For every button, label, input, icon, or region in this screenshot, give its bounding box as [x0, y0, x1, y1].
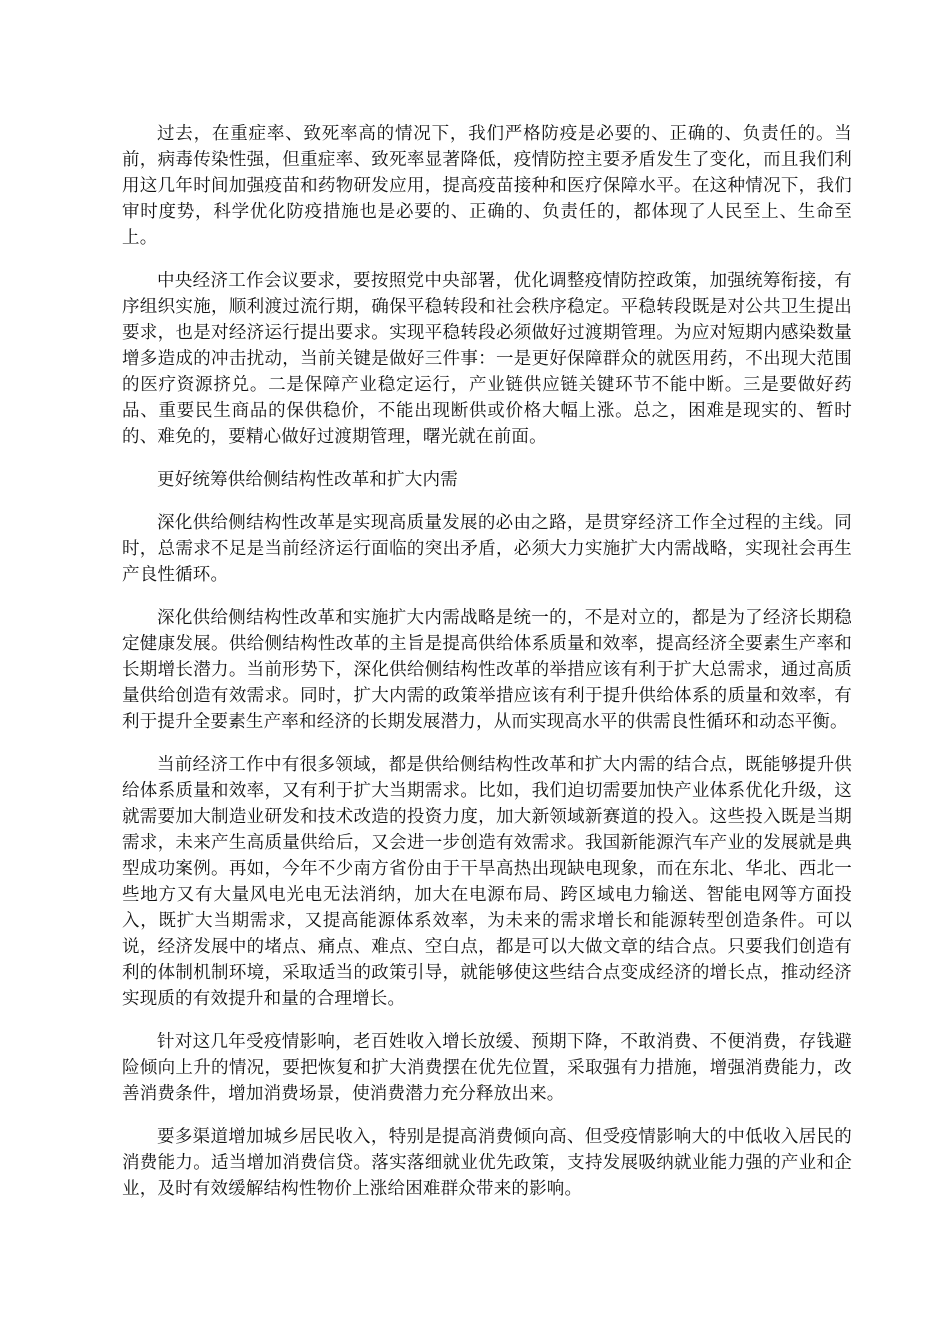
paragraph-covid-policy-past: 过去，在重症率、致死率高的情况下，我们严格防疫是必要的、正确的、负责任的。当前，病毒传染性强，但重症率、致死率显著降低，疫情防控主要矛盾发生了变化，而且我们利用这几年时间加强疫苗和药物研发应用，提高疫苗接种和医疗保障水平。在这种情况下，我们审时度势，科学优化防疫措施也是必要的、正确的、负责任的，都体现了人民至上、生命至上。: [122, 124, 852, 248]
section-heading: 更好统筹供给侧结构性改革和扩大内需: [157, 470, 458, 490]
document-body: [122, 121, 852, 1219]
paragraph-transition-management: 中央经济工作会议要求，要按照党中央部署，优化调整疫情防控政策，加强统筹衔接，有序组织实施，顺利渡过流行期，确保平稳转段和社会秩序稳定。平稳转段既是对公共卫生提出要求，也是对经济运行提出要求。实现平稳转段必须做好过渡期管理。为应对短期内感染数量增多造成的冲击扰动，当前关键是做好三件事：一是更好保障群众的就医用药，不出现大范围的医疗资源挤兑。二是保障产业稳定运行，产业链供应链关键环节不能中断。三是要做好药品、重要民生商品的保供稳价，不能出现断供或价格大幅上涨。总之，困难是现实的、暂时的、难免的，要精心做好过渡期管理，曙光就在前面。: [122, 271, 852, 447]
paragraph-restore-consumption: 针对这几年受疫情影响，老百姓收入增长放缓、预期下降，不敢消费、不便消费，存钱避险倾向上升的情况，要把恢复和扩大消费摆在优先位置，采取强有力措施，增强消费能力，改善消费条件，增加消费场景，使消费潜力充分释放出来。: [122, 1032, 852, 1104]
paragraph-supply-side-reform: 深化供给侧结构性改革是实现高质量发展的必由之路，是贯穿经济工作全过程的主线。同时，总需求不足是当前经济运行面临的突出矛盾，必须大力实施扩大内需战略，实现社会再生产良性循环。: [122, 513, 852, 585]
paragraph-combination-points: 当前经济工作中有很多领域，都是供给侧结构性改革和扩大内需的结合点，既能够提升供给体系质量和效率，又有利于扩大当期需求。比如，我们迫切需要加快产业体系优化升级，这就需要加大制造业研发和技术改造的投资力度，加大新领域新赛道的投入。这些投入既是当期需求，未来产生高质量供给后，又会进一步创造有效需求。我国新能源汽车产业的发展就是典型成功案例。再如，今年不少南方省份由于干旱高热出现缺电现象，而在东北、华北、西北一些地方又有大量风电光电无法消纳，加大在电源布局、跨区域电力输送、智能电网等方面投入，既扩大当期需求，又提高能源体系效率，为未来的需求增长和能源转型创造条件。可以说，经济发展中的堵点、痛点、难点、空白点，都是可以大做文章的结合点。只要我们创造有利的体制机制环境，采取适当的政策引导，就能够使这些结合点变成经济的增长点，推动经济实现质的有效提升和量的合理增长。: [122, 755, 852, 1009]
paragraph-increase-income: 要多渠道增加城乡居民收入，特别是提高消费倾向高、但受疫情影响大的中低收入居民的消费能力。适当增加消费信贷。落实落细就业优先政策，支持发展吸纳就业能力强的产业和企业，及时有效缓解结构性物价上涨给困难群众带来的影响。: [122, 1127, 852, 1199]
paragraph-reform-and-demand-unified: 深化供给侧结构性改革和实施扩大内需战略是统一的，不是对立的，都是为了经济长期稳定健康发展。供给侧结构性改革的主旨是提高供给体系质量和效率，提高经济全要素生产率和长期增长潜力。当前形势下，深化供给侧结构性改革的举措应该有利于扩大总需求，通过高质量供给创造有效需求。同时，扩大内需的政策举措应该有利于提升供给体系的质量和效率，有利于提升全要素生产率和经济的长期发展潜力，从而实现高水平的供需良性循环和动态平衡。: [122, 608, 852, 732]
